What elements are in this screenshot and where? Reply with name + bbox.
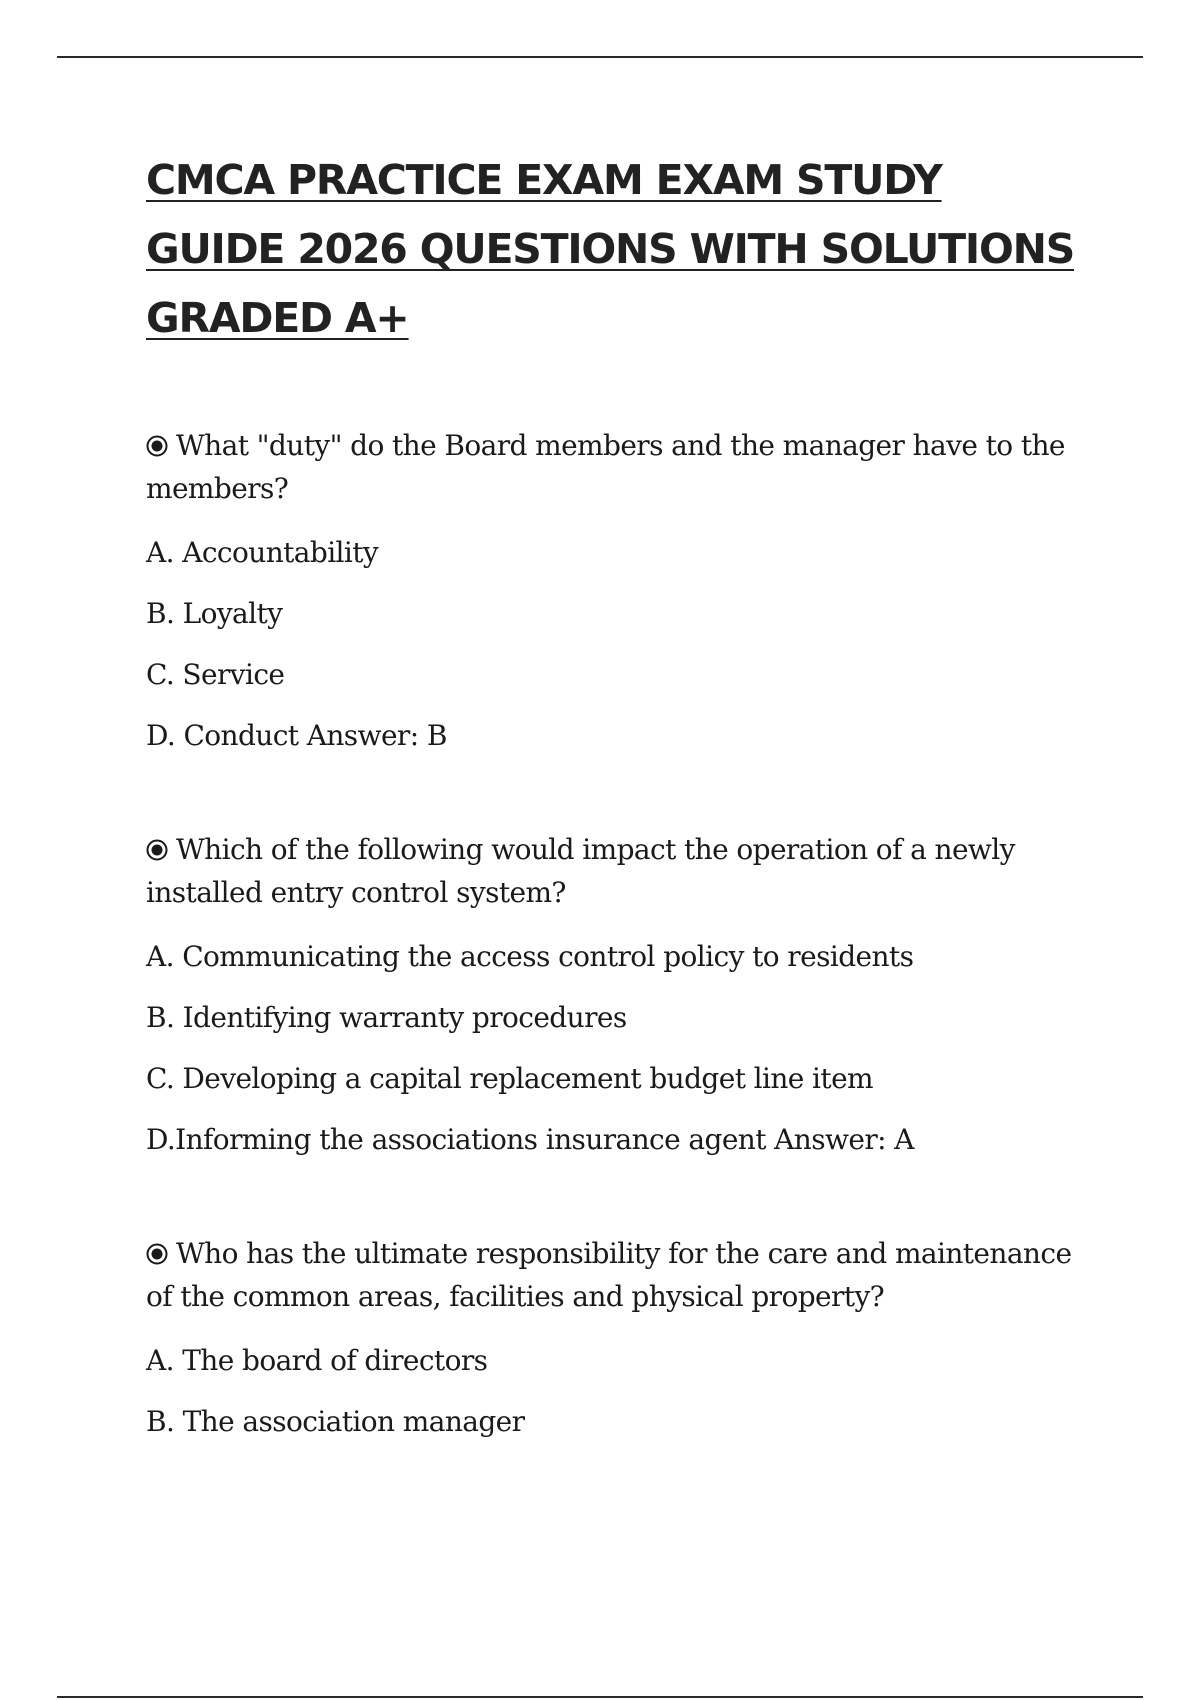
- question-label: Who has the ultimate responsibility for the care and maintenance of the common areas, facilities and physical property?: [146, 1237, 1072, 1313]
- answer-option: D.Informing the associations insurance agent Answer: A: [146, 1123, 914, 1156]
- question-text: [146, 1232, 1086, 1318]
- question-label: Which of the following would impact the operation of a newly installed entry control system?: [146, 833, 1015, 909]
- question-block: [146, 424, 1086, 766]
- answer-option: C. Developing a capital replacement budget line item: [146, 1062, 873, 1095]
- answer-option: A. The board of directors: [146, 1344, 488, 1377]
- answer-option: A. Accountability: [146, 536, 379, 569]
- bottom-divider: [57, 1696, 1143, 1698]
- radio-bullet-icon: [146, 1243, 168, 1265]
- question-text: [146, 828, 1086, 914]
- answer-option: A. Communicating the access control policy to residents: [146, 940, 914, 973]
- document-title: CMCA PRACTICE EXAM EXAM STUDY GUIDE 2026 QUESTIONS WITH SOLUTIONS GRADED A+: [146, 156, 1075, 342]
- answer-option: B. The association manager: [146, 1405, 525, 1438]
- question-block: [146, 828, 1086, 1170]
- question-label: What "duty" do the Board members and the manager have to the members?: [146, 429, 1065, 505]
- answer-option: B. Loyalty: [146, 597, 283, 630]
- radio-bullet-icon: [146, 839, 168, 861]
- question-block: [146, 1232, 1086, 1452]
- top-divider: [57, 56, 1143, 58]
- answer-option: B. Identifying warranty procedures: [146, 1001, 627, 1034]
- answer-option: C. Service: [146, 658, 285, 691]
- radio-bullet-icon: [146, 435, 168, 457]
- answer-option: D. Conduct Answer: B: [146, 719, 447, 752]
- question-text: [146, 424, 1086, 510]
